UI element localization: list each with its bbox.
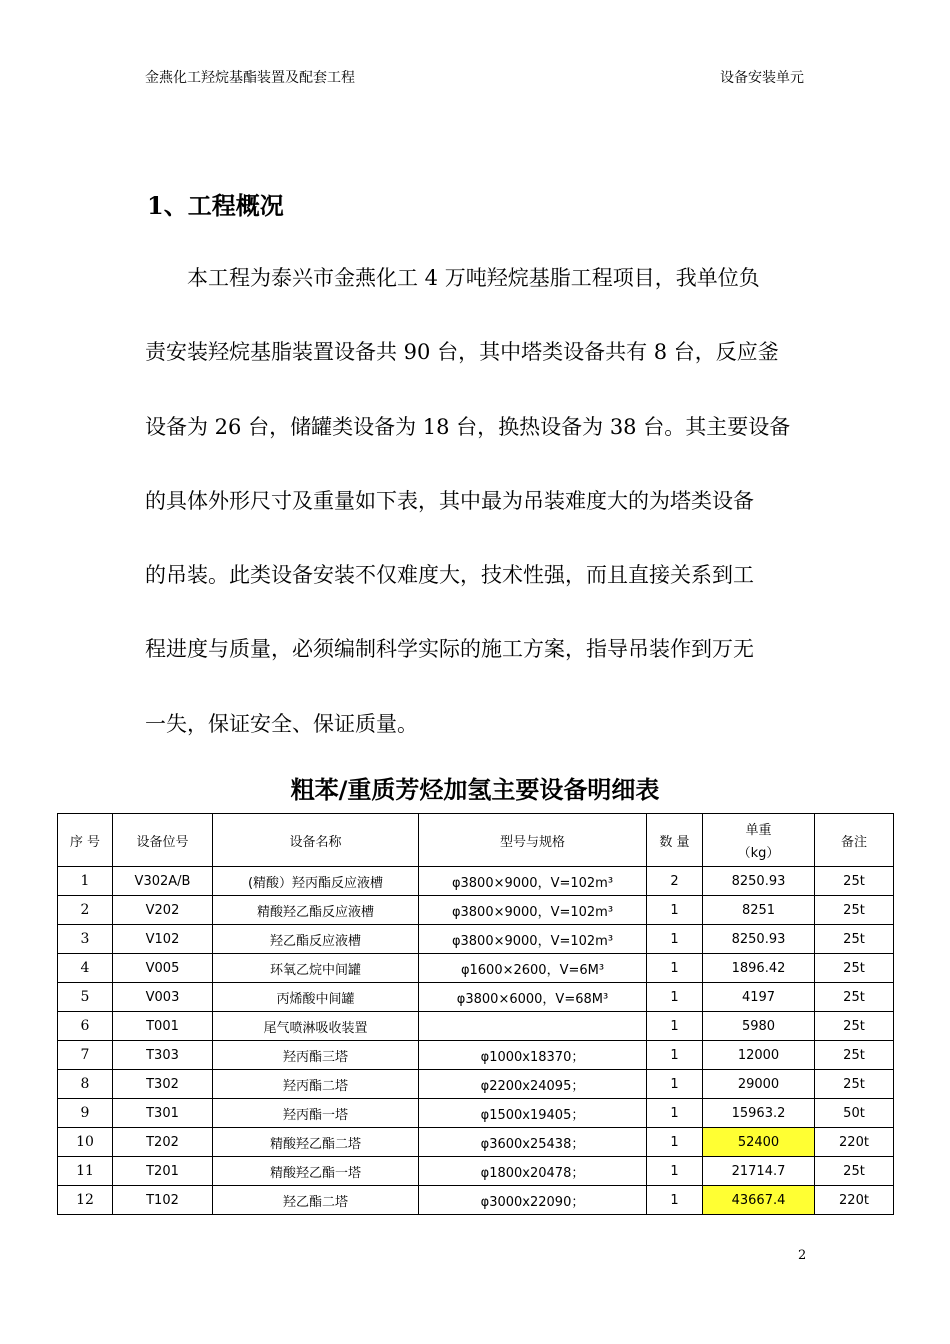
table-row <box>58 1099 894 1128</box>
cell-remark: 220t <box>815 1186 894 1215</box>
cell-weight: 4197 <box>703 983 815 1012</box>
body-line: 设备为 26 台，储罐类设备为 18 台，换热设备为 38 台。其主要设备 <box>145 414 791 439</box>
table-body <box>58 867 894 1215</box>
table-row <box>58 1128 894 1157</box>
cell-tag: V202 <box>113 896 213 925</box>
cell-name: 精酸羟乙酯反应液槽 <box>213 896 419 925</box>
table-header-row <box>58 814 894 867</box>
cell-weight: 8250.93 <box>703 925 815 954</box>
cell-spec: φ3000x22090； <box>419 1186 647 1215</box>
header-weight <box>703 814 815 867</box>
cell-seq: 2 <box>58 896 113 925</box>
cell-qty: 1 <box>647 954 703 983</box>
cell-weight: 8251 <box>703 896 815 925</box>
table-row <box>58 1012 894 1041</box>
table-row <box>58 1041 894 1070</box>
cell-weight: 5980 <box>703 1012 815 1041</box>
cell-spec: φ1500x19405； <box>419 1099 647 1128</box>
cell-tag: V003 <box>113 983 213 1012</box>
table-row <box>58 896 894 925</box>
header-tag: 设备位号 <box>113 814 213 867</box>
cell-spec <box>419 1012 647 1041</box>
cell-seq: 12 <box>58 1186 113 1215</box>
cell-name: 羟乙酯反应液槽 <box>213 925 419 954</box>
cell-spec: φ1600×2600，V=6M³ <box>419 954 647 983</box>
cell-name: 羟丙酯一塔 <box>213 1099 419 1128</box>
cell-tag: T202 <box>113 1128 213 1157</box>
cell-tag: T001 <box>113 1012 213 1041</box>
cell-qty: 1 <box>647 1128 703 1157</box>
cell-seq: 10 <box>58 1128 113 1157</box>
cell-spec: φ3600x25438； <box>419 1128 647 1157</box>
cell-name: 精酸羟乙酯一塔 <box>213 1157 419 1186</box>
cell-remark: 25t <box>815 925 894 954</box>
cell-weight: 15963.2 <box>703 1099 815 1128</box>
header-qty: 数 量 <box>647 814 703 867</box>
page-number: 2 <box>798 1248 807 1263</box>
cell-seq: 7 <box>58 1041 113 1070</box>
cell-tag: T302 <box>113 1070 213 1099</box>
cell-seq: 8 <box>58 1070 113 1099</box>
table-title: 粗苯/重质芳烃加氢主要设备明细表 <box>290 776 660 804</box>
cell-weight: 8250.93 <box>703 867 815 896</box>
cell-qty: 1 <box>647 925 703 954</box>
page-header-right: 设备安装单元 <box>720 70 804 86</box>
cell-remark: 25t <box>815 954 894 983</box>
cell-name: 环氧乙烷中间罐 <box>213 954 419 983</box>
cell-spec: φ2200x24095； <box>419 1070 647 1099</box>
cell-remark: 25t <box>815 1070 894 1099</box>
body-line: 责安装羟烷基脂装置设备共 90 台，其中塔类设备共有 8 台，反应釜 <box>145 340 779 365</box>
cell-name: 丙烯酸中间罐 <box>213 983 419 1012</box>
header-spec: 型号与规格 <box>419 814 647 867</box>
cell-tag: V102 <box>113 925 213 954</box>
cell-weight: 29000 <box>703 1070 815 1099</box>
body-paragraph <box>145 257 815 777</box>
cell-remark: 25t <box>815 1012 894 1041</box>
cell-tag: T301 <box>113 1099 213 1128</box>
cell-weight: 52400 <box>703 1128 815 1157</box>
cell-tag: T303 <box>113 1041 213 1070</box>
cell-remark: 50t <box>815 1099 894 1128</box>
table-row <box>58 1070 894 1099</box>
body-line: 本工程为泰兴市金燕化工 4 万吨羟烷基脂工程项目，我单位负 <box>145 266 760 290</box>
cell-seq: 5 <box>58 983 113 1012</box>
table-row <box>58 983 894 1012</box>
body-line: 程进度与质量，必须编制科学实际的施工方案，指导吊装作到万无 <box>145 637 754 662</box>
table-row <box>58 1157 894 1186</box>
cell-tag: T102 <box>113 1186 213 1215</box>
section-heading: 1、工程概况 <box>147 191 284 220</box>
cell-qty: 1 <box>647 1099 703 1128</box>
header-weight-line1: 单重 <box>745 823 772 838</box>
cell-remark: 25t <box>815 867 894 896</box>
cell-weight: 1896.42 <box>703 954 815 983</box>
cell-spec: φ1000x18370； <box>419 1041 647 1070</box>
cell-name: 羟丙酯三塔 <box>213 1041 419 1070</box>
cell-remark: 25t <box>815 1157 894 1186</box>
cell-tag: T201 <box>113 1157 213 1186</box>
cell-seq: 9 <box>58 1099 113 1128</box>
table-row <box>58 1186 894 1215</box>
cell-qty: 1 <box>647 1041 703 1070</box>
header-seq: 序 号 <box>58 814 113 867</box>
cell-qty: 2 <box>647 867 703 896</box>
cell-spec: φ3800×9000，V=102m³ <box>419 867 647 896</box>
cell-name: 尾气喷淋吸收装置 <box>213 1012 419 1041</box>
cell-name: (精酸）羟丙酯反应液槽 <box>213 867 419 896</box>
cell-seq: 6 <box>58 1012 113 1041</box>
cell-weight: 21714.7 <box>703 1157 815 1186</box>
cell-seq: 4 <box>58 954 113 983</box>
cell-spec: φ3800×9000，V=102m³ <box>419 925 647 954</box>
body-line: 的具体外形尺寸及重量如下表，其中最为吊装难度大的为塔类设备 <box>145 488 754 513</box>
cell-tag: V302A/B <box>113 867 213 896</box>
cell-spec: φ1800x20478； <box>419 1157 647 1186</box>
body-line: 的吊装。此类设备安装不仅难度大，技术性强，而且直接关系到工 <box>145 563 754 588</box>
cell-remark: 220t <box>815 1128 894 1157</box>
cell-qty: 1 <box>647 1012 703 1041</box>
cell-seq: 1 <box>58 867 113 896</box>
cell-qty: 1 <box>647 896 703 925</box>
cell-spec: φ3800×6000，V=68M³ <box>419 983 647 1012</box>
table-row <box>58 925 894 954</box>
cell-qty: 1 <box>647 1186 703 1215</box>
page-header-left: 金燕化工羟烷基酯装置及配套工程 <box>145 70 355 86</box>
table-row <box>58 954 894 983</box>
cell-name: 精酸羟乙酯二塔 <box>213 1128 419 1157</box>
cell-seq: 3 <box>58 925 113 954</box>
cell-seq: 11 <box>58 1157 113 1186</box>
equipment-table <box>57 813 894 1215</box>
cell-tag: V005 <box>113 954 213 983</box>
cell-remark: 25t <box>815 983 894 1012</box>
header-remark: 备注 <box>815 814 894 867</box>
cell-remark: 25t <box>815 1041 894 1070</box>
cell-qty: 1 <box>647 1070 703 1099</box>
header-weight-line2: （kg） <box>737 846 780 861</box>
body-line: 一失，保证安全、保证质量。 <box>145 711 418 736</box>
cell-weight: 43667.4 <box>703 1186 815 1215</box>
cell-spec: φ3800×9000，V=102m³ <box>419 896 647 925</box>
header-name: 设备名称 <box>213 814 419 867</box>
cell-qty: 1 <box>647 1157 703 1186</box>
cell-name: 羟丙酯二塔 <box>213 1070 419 1099</box>
cell-name: 羟乙酯二塔 <box>213 1186 419 1215</box>
cell-weight: 12000 <box>703 1041 815 1070</box>
table-row <box>58 867 894 896</box>
cell-remark: 25t <box>815 896 894 925</box>
cell-qty: 1 <box>647 983 703 1012</box>
